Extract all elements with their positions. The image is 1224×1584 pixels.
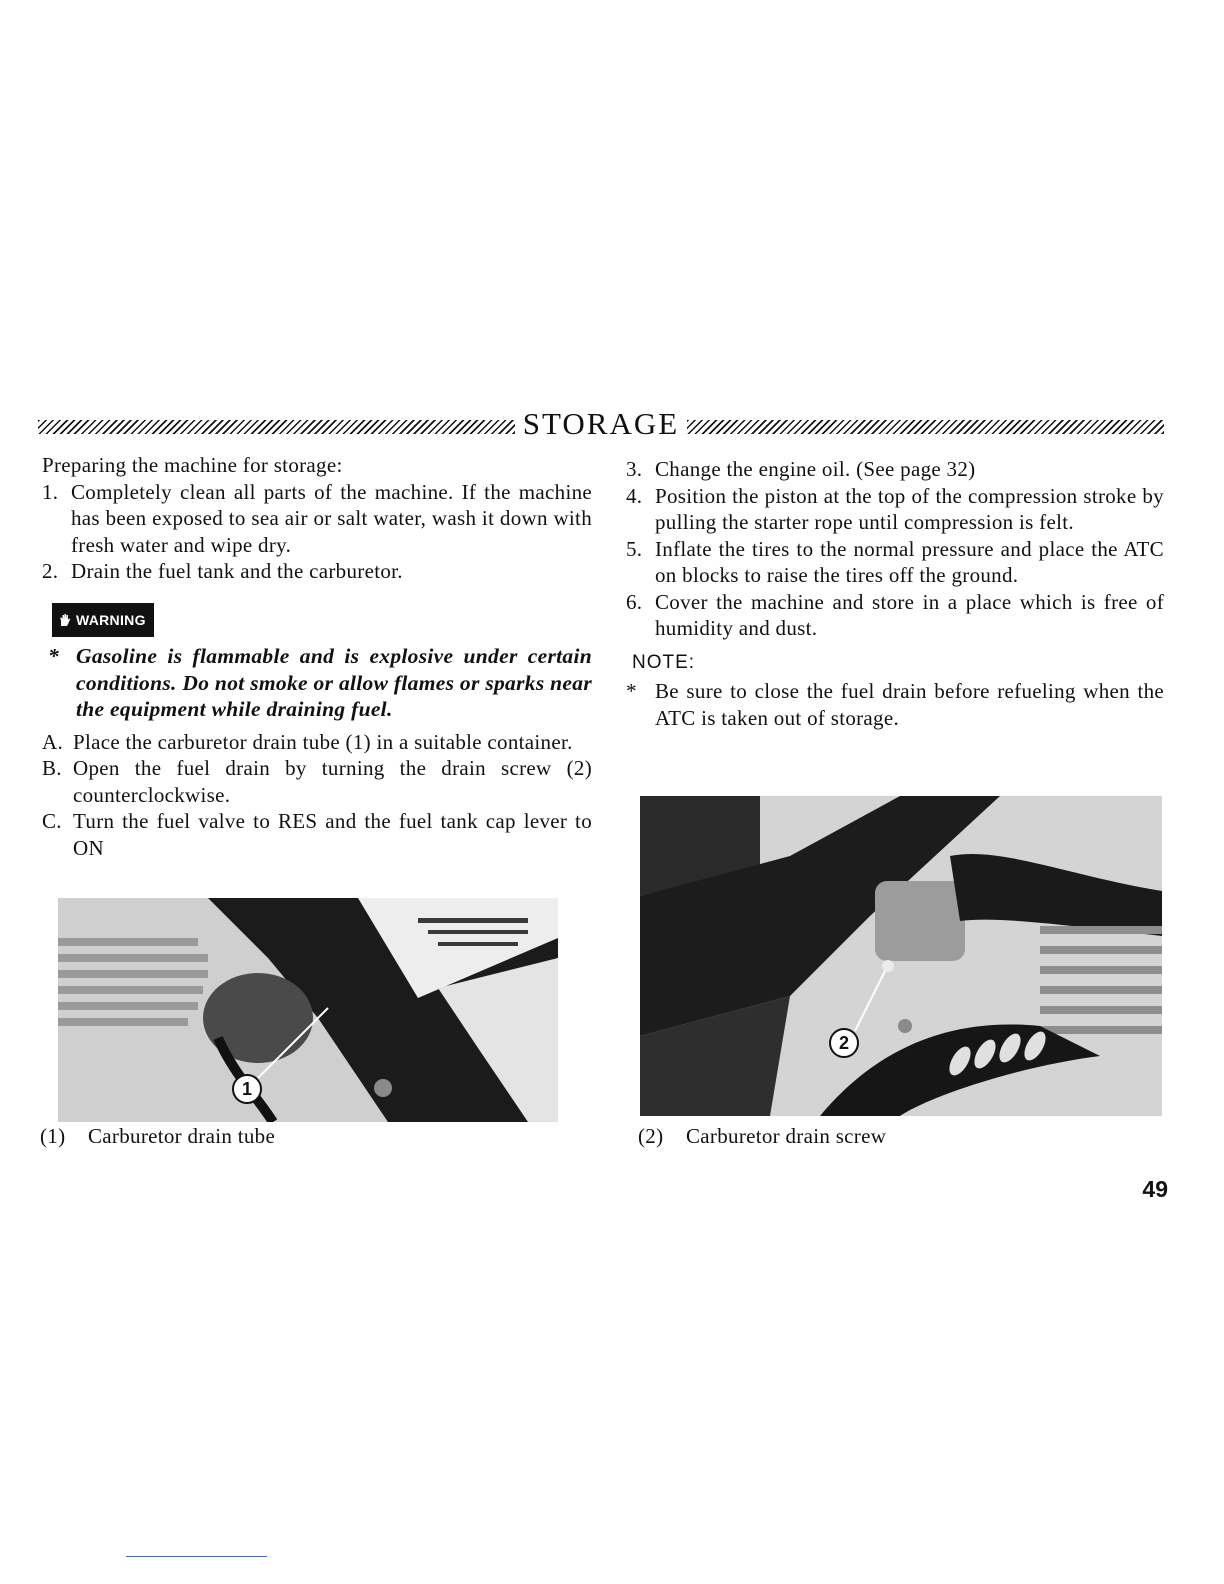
warning-badge (52, 603, 154, 638)
section-header (38, 404, 1164, 444)
step-number: 2. (42, 559, 59, 583)
photo-caption-1 (40, 1124, 275, 1149)
step-text: Drain the fuel tank and the carburetor. (71, 559, 403, 583)
footer-rule (126, 1556, 267, 1557)
warning-hand-icon (58, 613, 72, 627)
callout-marker-1: 1 (232, 1074, 262, 1104)
step-number: 3. (626, 457, 643, 481)
carburetor-drain-screw-photo (640, 796, 1162, 1116)
substep-letter: B. (42, 756, 62, 780)
engine-illustration (640, 796, 1162, 1116)
substep-item (42, 729, 592, 756)
header-hatch-left (38, 420, 515, 434)
step-item (42, 479, 592, 559)
intro-text: Preparing the machine for storage: (42, 453, 343, 477)
photo-caption-2 (638, 1124, 886, 1149)
right-column (626, 456, 1164, 731)
page-number: 49 (1142, 1176, 1168, 1202)
step-text: Completely clean all parts of the machine. If the machine has been exposed to sea air or salt water, wash it down with fresh water and wipe dry. (71, 479, 592, 557)
substep-text: Open the fuel drain by turning the drain screw (2) counterclockwise. (73, 756, 592, 807)
caption-text: Carburetor drain screw (686, 1124, 887, 1148)
note-bullet: * (626, 679, 637, 703)
header-hatch-right (687, 420, 1164, 434)
step-number: 6. (626, 589, 643, 614)
step-item (626, 456, 1164, 483)
step-text: Inflate the tires to the normal pressure and place the ATC on blocks to raise the tires off the ground. (655, 536, 1164, 587)
substep-text: Place the carburetor drain tube (1) in a suitable container. (73, 729, 573, 754)
step-text: Position the piston at the top of the compression stroke by pulling the starter rope until compression is felt. (655, 483, 1164, 534)
step-number: 5. (626, 536, 643, 561)
step-text: Change the engine oil. (See page 32) (655, 457, 976, 481)
left-column (42, 452, 592, 861)
engine-illustration (58, 898, 558, 1122)
callout-marker-2: 2 (829, 1028, 859, 1058)
note-label: NOTE: (632, 651, 696, 673)
warning-label: WARNING (76, 611, 146, 628)
note-item (626, 678, 1164, 731)
caption-number: (2) (638, 1124, 664, 1148)
step-item (42, 558, 592, 585)
section-title: STORAGE (522, 406, 680, 441)
carburetor-drain-tube-photo (58, 898, 558, 1122)
warning-item (42, 643, 592, 723)
substep-item (42, 808, 592, 861)
substep-letter: C. (42, 809, 62, 833)
step-text: Cover the machine and store in a place which is free of humidity and dust. (655, 589, 1164, 640)
step-number: 4. (626, 483, 643, 508)
step-number: 1. (42, 479, 59, 504)
step-item (626, 536, 1164, 589)
substep-item (42, 755, 592, 808)
warning-text: Gasoline is flammable and is explosive under certain conditions. Do not smoke or allow flames or sparks near the equipment while draining fuel. (76, 644, 592, 721)
caption-text: Carburetor drain tube (88, 1124, 276, 1148)
warning-bullet: * (48, 644, 60, 668)
substep-text: Turn the fuel valve to RES and the fuel tank cap lever to ON (73, 809, 592, 860)
caption-number: (1) (40, 1124, 66, 1148)
step-item (626, 483, 1164, 536)
note-text: Be sure to close the fuel drain before refueling when the ATC is taken out of storage. (655, 679, 1164, 730)
substep-letter: A. (42, 729, 64, 754)
step-item (626, 589, 1164, 642)
